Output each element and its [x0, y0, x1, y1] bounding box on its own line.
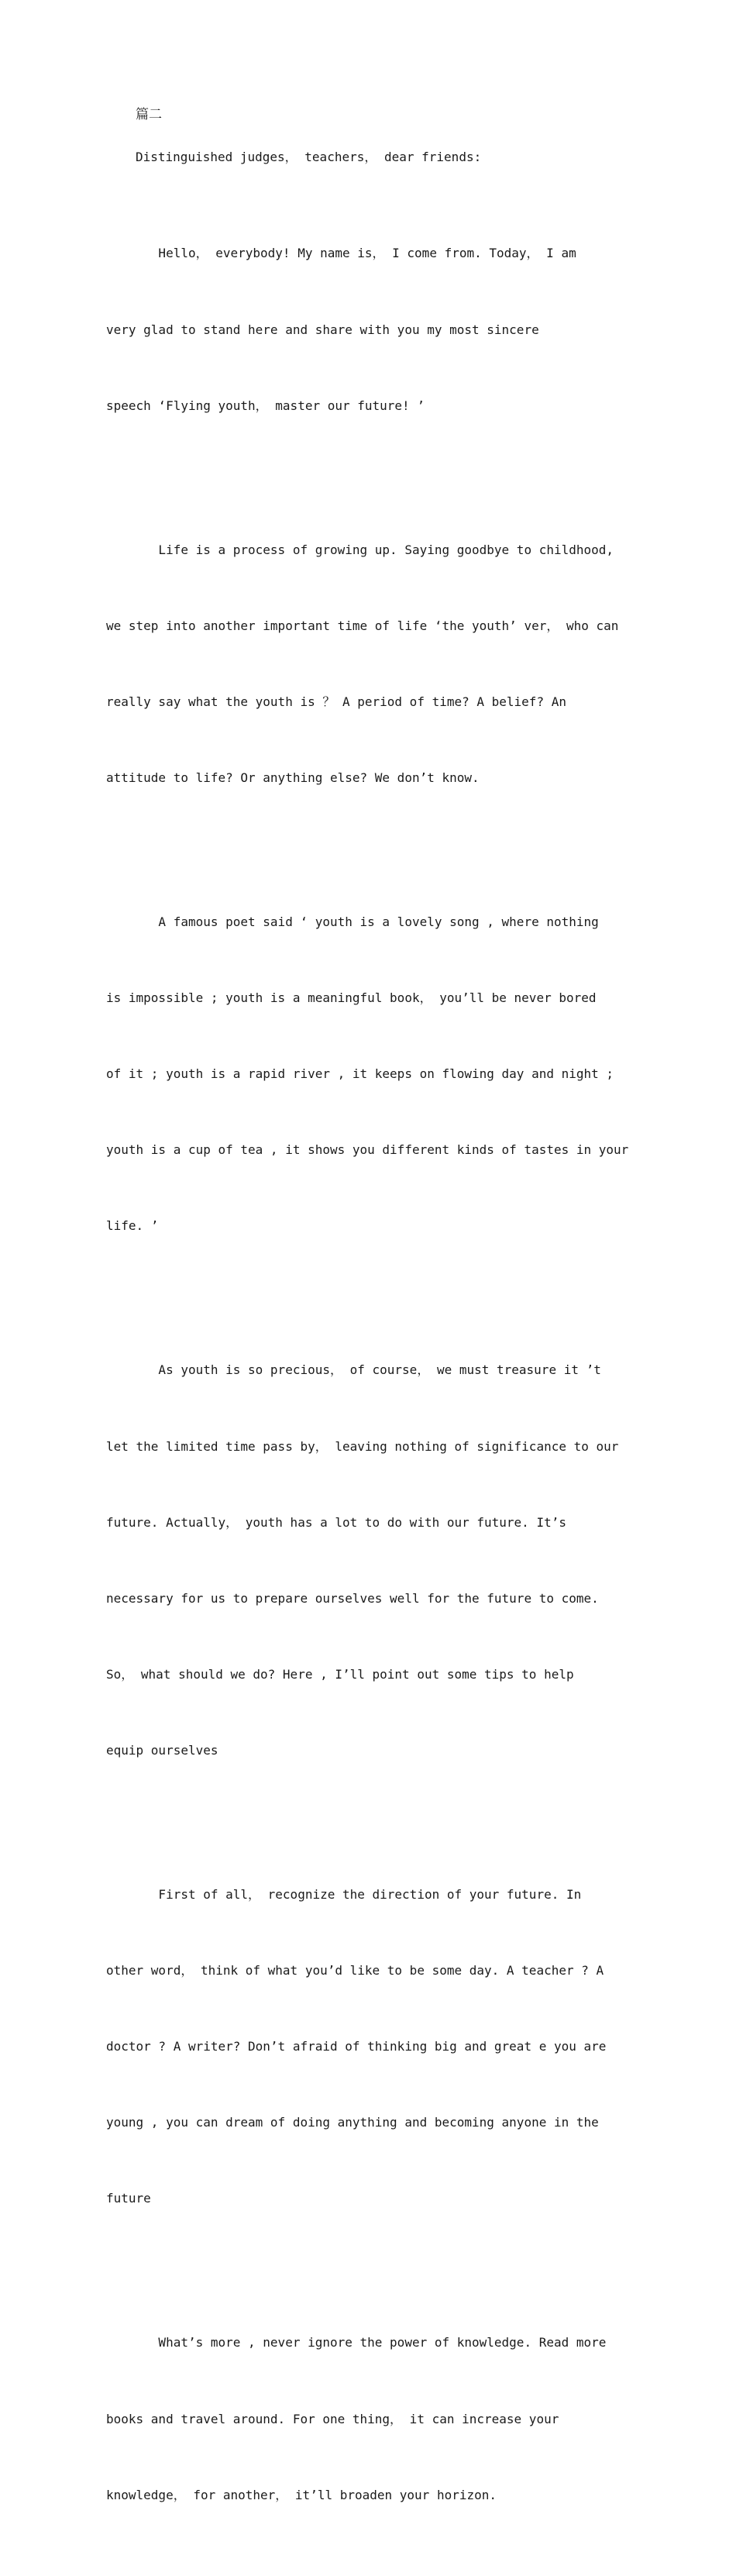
text-line: very glad to stand here and share with you my most sincere	[106, 322, 539, 337]
text-line: As youth is so precious， of course， we must treasure it ’t	[106, 1362, 601, 1378]
text-line: equip ourselves	[106, 1742, 218, 1758]
text-line: is impossible ; youth is a meaningful book， you’ll be never bored	[106, 990, 597, 1006]
text-line: necessary for us to prepare ourselves well for the future to come.	[106, 1590, 599, 1606]
paragraph-poet-quote	[106, 859, 630, 1290]
text-line: we step into another important time of life ‘the youth’ ver， who can	[106, 618, 619, 633]
text-line: knowledge， for another， it’ll broaden your horizon.	[106, 2487, 497, 2502]
paragraph-direction	[106, 1832, 630, 2263]
text-line: future	[106, 2191, 151, 2206]
text-line: A famous poet said ‘ youth is a lovely song , where nothing	[106, 914, 599, 929]
text-line: youth is a cup of tea , it shows you different kinds of tastes in your	[106, 1142, 629, 1158]
speech-body	[106, 191, 630, 2576]
paragraph-life	[106, 487, 630, 842]
text-line: of it ; youth is a rapid river , it keeps on flowing day and night ;	[106, 1066, 614, 1082]
paragraph-knowledge	[106, 2280, 630, 2559]
text-line: Hello， everybody! My name is， I come from. Today， I am	[106, 246, 576, 261]
paragraph-greeting	[106, 191, 630, 470]
text-line: let the limited time pass by， leaving nothing of significance to our	[106, 1438, 619, 1454]
text-line: other word， think of what you’d like to be some day. A teacher ? A	[106, 1963, 604, 1978]
text-line: Life is a process of growing up. Saying goodbye to childhood,	[106, 542, 614, 557]
text-line: books and travel around. For one thing， it can increase your	[106, 2411, 559, 2426]
text-line: really say what the youth is ？ A period of time? A belief? An	[106, 694, 566, 709]
text-line: attitude to life? Or anything else? We don’t know.	[106, 770, 480, 785]
text-line: future. Actually， youth has a lot to do with our future. It’s	[106, 1514, 566, 1530]
salutation: Distinguished judges， teachers， dear friends:	[136, 150, 482, 164]
text-line: life. ’	[106, 1218, 159, 1234]
text-line: speech ‘Flying youth， master our future! ’	[106, 398, 425, 413]
text-line: doctor ? A writer? Don’t afraid of thinking big and great e you are	[106, 2039, 607, 2054]
text-line: young , you can dream of doing anything and becoming anyone in the	[106, 2115, 599, 2130]
text-line: So， what should we do? Here , I’ll point out some tips to help	[106, 1666, 574, 1682]
paragraph-treasure-youth	[106, 1307, 630, 1814]
text-line: What’s more , never ignore the power of knowledge. Read more	[106, 2335, 607, 2350]
text-line: First of all， recognize the direction of your future. In	[106, 1887, 582, 1902]
section-heading: 篇二	[136, 107, 162, 122]
